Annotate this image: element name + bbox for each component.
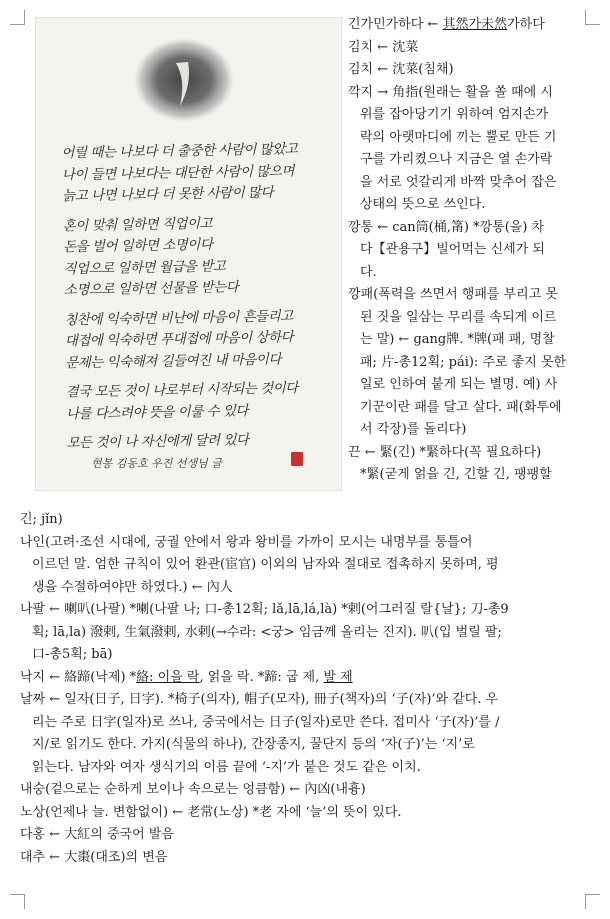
glossary-entry-line: 긴가민가하다 ← 其然가未然가하다 bbox=[348, 17, 545, 32]
calligraphy-line: 칭찬에 익숙하면 비난에 마음이 흔들리고 bbox=[64, 307, 293, 328]
glossary-entry-line: 획; lā,la) 潑剌, 生氣潑剌, 水剌(→수라: <궁> 임금께 올리는 진지). 叭(입 벌릴 팔; bbox=[32, 624, 502, 640]
calligraphy-line: 혼이 맞춰 일하면 직업이고 bbox=[62, 215, 213, 234]
crop-mark-top-left bbox=[10, 10, 25, 25]
calligraphy-line: 어릴 때는 나보다 더 출중한 사람이 많았고 bbox=[61, 141, 298, 162]
calligraphy-line: 직업으로 일하면 월급을 받고 bbox=[63, 257, 226, 277]
artwork-signature: 현봉 김동호 우진 선생님 글 bbox=[91, 457, 222, 470]
glossary-entry-line: 깍지 → 角指(원래는 활을 쏠 때에 시 bbox=[348, 84, 553, 100]
glossary-entry-line: 기꾼이란 패를 달고 살다. 패(화투에 bbox=[360, 399, 562, 415]
glossary-entry bbox=[20, 667, 594, 690]
glossary-entry-line: 락의 아랫마디에 끼는 뿔로 만든 기 bbox=[360, 129, 557, 145]
glossary-entry bbox=[348, 14, 594, 37]
red-seal-stamp bbox=[291, 452, 303, 466]
ink-circle-drawing bbox=[36, 18, 341, 138]
glossary-entry-line: 김치 ← 沈菜 bbox=[348, 39, 419, 55]
glossary-entry bbox=[348, 442, 594, 487]
glossary-right-column bbox=[348, 14, 594, 487]
glossary-entry-line: 을 서로 엇갈리게 바짝 맞추어 잡은 bbox=[360, 174, 557, 190]
glossary-entry bbox=[348, 37, 594, 60]
glossary-entry-line: 노상(언제나 늘. 변함없이) ← 老常(노상) *老 자에 ‘늘’의 뜻이 있다. bbox=[20, 804, 402, 820]
glossary-entry-line: 깡패(폭력을 쓰면서 행패를 부리고 못 bbox=[348, 287, 558, 302]
glossary-entry-line: 패; 片-총12획; pái): 주로 좋지 못한 bbox=[360, 354, 567, 370]
glossary-entry-line: 는 말) ← gang牌. *牌(패 패, 명찰 bbox=[360, 332, 555, 347]
glossary-entry-line: 대추 ← 大棗(대조)의 변음 bbox=[20, 849, 168, 865]
glossary-full-width bbox=[20, 509, 594, 869]
calligraphy-image bbox=[35, 17, 342, 491]
crop-mark-bottom-right bbox=[585, 894, 600, 909]
calligraphy-line: 대접에 익숙하면 푸대접에 마음이 상하다 bbox=[64, 329, 294, 350]
glossary-entry-line: 된 짓을 일삼는 무리를 속되게 이르 bbox=[360, 309, 557, 325]
glossary-entry bbox=[20, 532, 594, 600]
glossary-entry-line: 리는 주로 日字(일자)로 쓰나, 중국에서는 日子(일자)로만 쓴다. 접미사 ‘子(자)’를 / bbox=[32, 714, 500, 730]
glossary-entry bbox=[20, 509, 594, 532]
glossary-entry bbox=[20, 824, 594, 847]
glossary-entry-line: 김치 ← 沈菜(침채) bbox=[348, 62, 454, 77]
glossary-entry bbox=[20, 689, 594, 779]
calligraphy-line: 소명으로 일하면 선물을 받는다 bbox=[63, 279, 239, 299]
glossary-entry bbox=[20, 847, 594, 870]
glossary-entry-line: 상태의 뜻으로 쓰인다. bbox=[360, 197, 486, 212]
glossary-entry-line: 깡통 ← can筒(桶,筩) *깡통(을) 차 bbox=[348, 219, 545, 235]
glossary-entry-line: 口-총5획; bā) bbox=[32, 647, 113, 662]
calligraphy-line: 문제는 익숙해져 길들여진 내 마음이다 bbox=[64, 350, 282, 371]
glossary-entry-line: 내숭(겉으로는 순하게 보이나 속으로는 엉큼함) ← 內凶(내흉) bbox=[20, 782, 366, 797]
calligraphy-text bbox=[61, 139, 326, 455]
glossary-entry-line: 이르던 말. 엄한 규칙이 있어 환관(宦官) 이외의 남자와 절대로 접촉하지 못하며, 평 bbox=[32, 557, 499, 572]
glossary-entry bbox=[20, 599, 594, 667]
glossary-entry-line: 지/로 읽기도 한다. 가지(식물의 하나), 간장종지, 꿀단지 등의 ‘자(子)’는 ‘지’로 bbox=[32, 737, 475, 752]
calligraphy-line: 나를 다스려야 뜻을 이룰 수 있다 bbox=[65, 402, 249, 422]
glossary-entry-line: *緊(굳게 얽을 긴, 긴할 긴, 팽팽할 bbox=[360, 467, 552, 482]
glossary-entry bbox=[348, 82, 594, 217]
glossary-entry-line: 생을 수절하여야만 하였다.) ← 內人 bbox=[32, 579, 233, 595]
glossary-entry-line: 나팔 ← 喇叭(나팔) *喇(나팔 나; 口-총12획; lǎ,lā,lá,là) *剌(어그러질 랄{날}; 刀-총9 bbox=[20, 602, 509, 617]
glossary-entry-line: 나인(고려·조선 시대에, 궁궐 안에서 왕과 왕비를 가까이 모시는 내명부를 통틀어 bbox=[20, 534, 473, 550]
glossary-entry-line: 읽는다. 남자와 여자 생식기의 이름 끝에 ‘-지’가 붙은 것도 같은 이치. bbox=[32, 759, 421, 775]
calligraphy-line: 모든 것이 나 자신에게 달려 있다 bbox=[66, 432, 249, 452]
glossary-entry-line: 서 각장)를 돌리다) bbox=[360, 422, 467, 437]
glossary-entry bbox=[348, 59, 594, 82]
calligraphy-line: 돈을 벌어 일하면 소명이다 bbox=[62, 236, 213, 256]
glossary-entry-line: 일로 인하여 붙게 되는 별명. 예) 사 bbox=[360, 377, 558, 392]
glossary-entry-line: 위를 잡아당기기 위하여 엄지손가 bbox=[360, 107, 549, 122]
glossary-entry-line: 다【관용구】빌어먹는 신세가 되 bbox=[360, 242, 545, 257]
calligraphy-line: 늙고 나면 나보다 더 못한 사람이 많다 bbox=[62, 184, 274, 205]
glossary-entry-line: 끈 ← 緊(긴) *緊하다(꼭 필요하다) bbox=[348, 444, 542, 460]
glossary-entry-line: 긴; jǐn) bbox=[20, 512, 63, 527]
glossary-entry bbox=[20, 779, 594, 802]
glossary-entry-line: 날짜 ← 일자(日子, 日字). *椅子(의자), 帽子(모자), 冊子(책자)의 ‘子(자)’와 같다. 우 bbox=[20, 692, 499, 707]
glossary-entry-line: 구를 가리켰으나 지금은 열 손가락 bbox=[360, 152, 553, 167]
glossary-entry bbox=[348, 284, 594, 442]
glossary-entry-line: 다. bbox=[360, 264, 377, 280]
glossary-entry bbox=[348, 217, 594, 285]
glossary-entry bbox=[20, 802, 594, 825]
calligraphy-line: 결국 모든 것이 나로부터 시작되는 것이다 bbox=[65, 380, 298, 401]
glossary-entry-line: 다홍 ← 大紅의 중국어 발음 bbox=[20, 827, 174, 842]
calligraphy-line: 나이 들면 나보다는 대단한 사람이 많으며 bbox=[61, 162, 295, 183]
crop-mark-bottom-left bbox=[10, 894, 25, 909]
glossary-entry-line: 낙지 ← 絡蹄(낙제) *絡: 이을 락, 얽을 락. *蹄: 굽 제, 발 제 bbox=[20, 669, 353, 685]
